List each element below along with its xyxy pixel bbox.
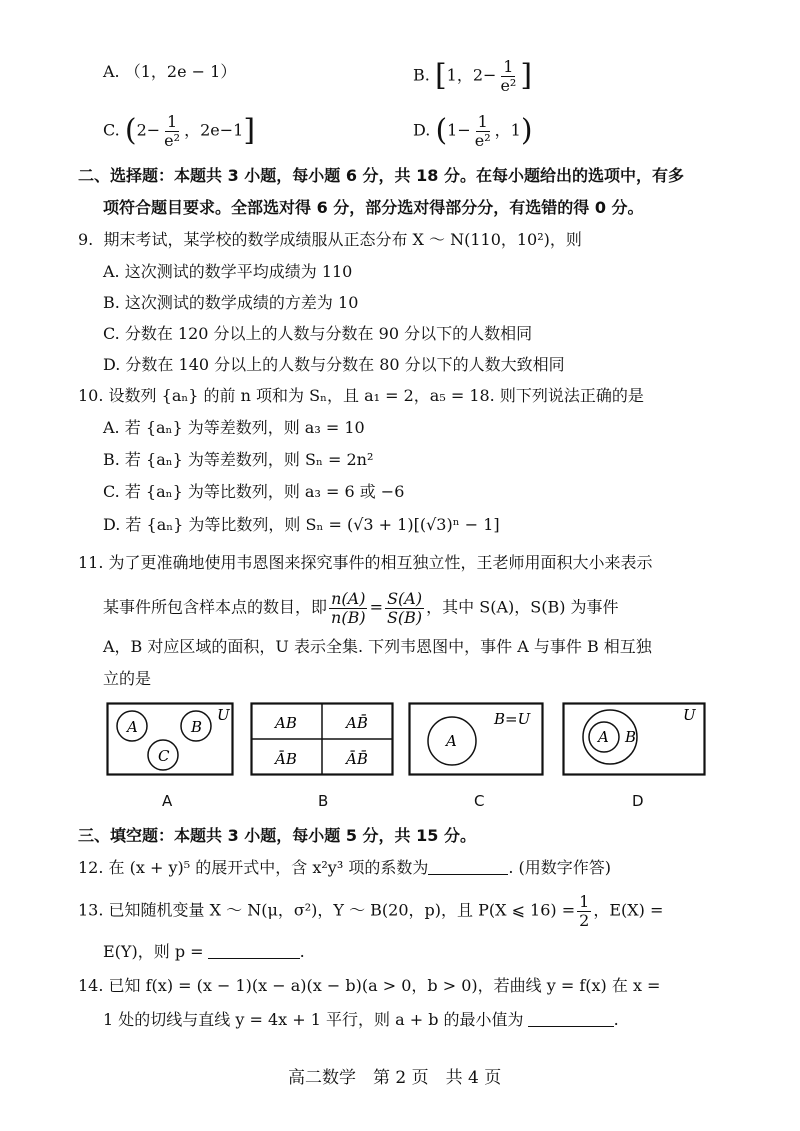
fraction-s: $\frac{S(A)}{S(B)}$: [386, 589, 423, 627]
label-a: A: [446, 732, 457, 750]
venn-caption-a: A: [162, 792, 173, 810]
label-b-equals-u: B=U: [494, 710, 531, 728]
q9-option-b: B. 这次测试的数学成绩的方差为 10: [103, 293, 359, 312]
q10-option-b: B. 若 {aₙ} 为等差数列，则 Sₙ = 2n²: [103, 450, 374, 469]
answer-blank[interactable]: [528, 1012, 614, 1027]
label-u: U: [217, 706, 230, 724]
answer-blank[interactable]: [428, 860, 508, 875]
page-footer: 高二数学 第 2 页 共 4 页: [288, 1068, 502, 1088]
label-b: B: [191, 718, 203, 736]
section2-heading-line2: 项符合题目要求。全部选对得 6 分，部分选对得部分分，有选错的得 0 分。: [103, 198, 644, 217]
label-a: A: [127, 718, 138, 736]
venn-caption-b: B: [318, 792, 329, 810]
section2-heading-line1: 二、选择题：本题共 3 小题，每小题 6 分，共 18 分。在每小题给出的选项中，有多: [78, 166, 684, 185]
fraction: $\frac{1}{2}$: [579, 892, 590, 930]
fraction: $\frac{1}{\text{e²}}$: [500, 57, 517, 95]
venn-caption-d: D: [632, 792, 644, 810]
cell-a-bbar: AB̄: [346, 714, 368, 732]
label-u: U: [683, 706, 696, 724]
fraction: $\frac{1}{\text{e²}}$: [474, 112, 491, 150]
venn-diagram-b: [250, 702, 394, 780]
cell-abar-b: ĀB: [275, 750, 297, 768]
q9-option-a: A. 这次测试的数学平均成绩为 110: [103, 262, 353, 281]
q10-option-c: C. 若 {aₙ} 为等比数列，则 a₃ = 6 或 −6: [103, 482, 405, 501]
q10-option-a: A. 若 {aₙ} 为等差数列，则 a₃ = 10: [103, 418, 365, 437]
venn-diagram-a: [106, 702, 234, 780]
venn-caption-c: C: [474, 792, 485, 810]
q13-line1: 13. 已知随机变量 X ～ N(μ，σ²)，Y ～ B(20，p)，且 P(X ⩽ 16) = $\frac{1}{2}$ ，E(X) =: [78, 892, 664, 930]
q11-line2: 某事件所包含样本点的数目，即 $\frac{n(A)}{n(B)}$ = $\frac{S(A)}{S(B)}$ ，其中 S(A)，S(B) 为事件: [103, 589, 619, 627]
q10-option-d: D. 若 {aₙ} 为等比数列，则 Sₙ = (√3 + 1)[(√3)ⁿ − 1]: [103, 515, 500, 534]
q14-line1: 14. 已知 f(x) = (x − 1)(x − a)(x − b)(a > 0，b > 0)，若曲线 y = f(x) 在 x =: [78, 976, 661, 995]
q14-line2: 1 处的切线与直线 y = 4x + 1 平行，则 a + b 的最小值为 .: [103, 1010, 619, 1029]
q9-option-c: C. 分数在 120 分以上的人数与分数在 90 分以下的人数相同: [103, 324, 533, 343]
answer-blank[interactable]: [208, 944, 300, 959]
fraction-n: $\frac{n(A)}{n(B)}$: [331, 589, 366, 627]
q9-stem: 9. 期末考试，某学校的数学成绩服从正态分布 X ～ N(110，10²)，则: [78, 230, 582, 249]
cell-abar-bbar: ĀB̄: [346, 750, 368, 768]
q8-option-a: A. （1，2e − 1）: [103, 62, 237, 81]
label-a: A: [598, 728, 609, 746]
venn-diagram-d: [562, 702, 706, 780]
q10-stem: 10. 设数列 {aₙ} 的前 n 项和为 Sₙ，且 a₁ = 2，a₅ = 18. 则下列说法正确的是: [78, 386, 644, 405]
q11-line1: 11. 为了更准确地使用韦恩图来探究事件的相互独立性，王老师用面积大小来表示: [78, 553, 653, 572]
cell-ab: AB: [275, 714, 297, 732]
section3-heading: 三、填空题：本题共 3 小题，每小题 5 分，共 15 分。: [78, 826, 476, 845]
q13-line2: E(Y)，则 p = .: [103, 942, 305, 961]
q9-option-d: D. 分数在 140 分以上的人数与分数在 80 分以下的人数大致相同: [103, 355, 565, 374]
q8-option-b: B. [1，2− $\frac{1}{\text{e²}}$ ]: [413, 57, 533, 95]
q11-line3: A，B 对应区域的面积，U 表示全集. 下列韦恩图中，事件 A 与事件 B 相互独: [103, 637, 652, 656]
q12: 12. 在 (x + y)⁵ 的展开式中，含 x²y³ 项的系数为 . (用数字作答): [78, 858, 611, 877]
label-c: C: [158, 747, 170, 765]
q8-option-d: D. (1− $\frac{1}{\text{e²}}$ ，1): [413, 112, 533, 150]
label-b: B: [625, 728, 637, 746]
q11-line4: 立的是: [103, 669, 152, 688]
fraction: $\frac{1}{\text{e²}}$: [164, 112, 181, 150]
venn-diagram-c: [408, 702, 544, 780]
q8-option-c: C. (2− $\frac{1}{\text{e²}}$ ，2e−1]: [103, 112, 256, 150]
